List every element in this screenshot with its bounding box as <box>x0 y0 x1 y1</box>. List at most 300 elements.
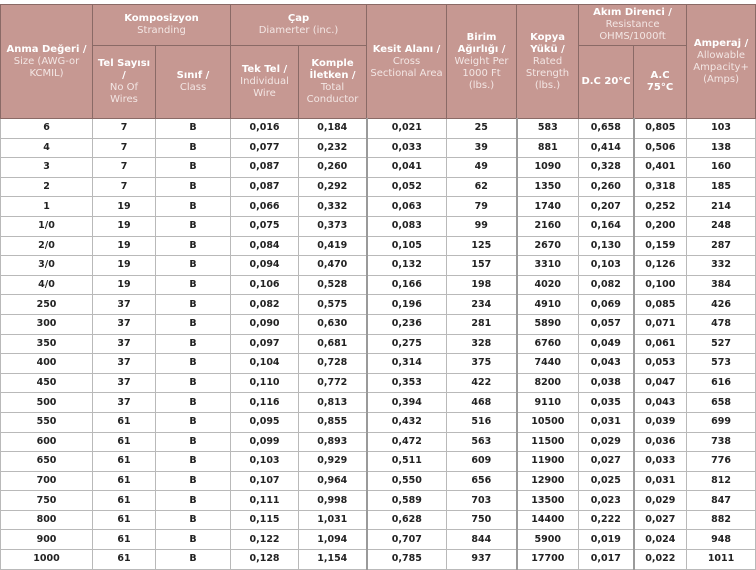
cell-wire-count: 19 <box>93 236 156 256</box>
cell-ac-resistance: 0,200 <box>634 216 687 236</box>
cell-dc-resistance: 0,260 <box>579 177 634 197</box>
cell-total-conductor: 0,813 <box>299 393 367 413</box>
cell-total-conductor: 1,094 <box>299 530 367 550</box>
header-ac <box>634 46 687 119</box>
cell-size: 550 <box>1 412 93 432</box>
cell-cross-section: 0,041 <box>367 158 447 178</box>
cell-rated-strength: 14400 <box>517 510 579 530</box>
cell-weight: 703 <box>447 491 517 511</box>
cell-total-conductor: 0,528 <box>299 275 367 295</box>
cell-ac-resistance: 0,029 <box>634 491 687 511</box>
cell-total-conductor: 0,929 <box>299 452 367 472</box>
cell-total-conductor: 1,031 <box>299 510 367 530</box>
header-resistance-title: Akım Direnci / <box>593 7 672 18</box>
cell-weight: 609 <box>447 452 517 472</box>
cell-rated-strength: 5890 <box>517 314 579 334</box>
cell-size: 300 <box>1 314 93 334</box>
cell-class: B <box>156 275 231 295</box>
cell-wire-count: 61 <box>93 412 156 432</box>
cell-ac-resistance: 0,043 <box>634 393 687 413</box>
cell-total-conductor: 0,964 <box>299 471 367 491</box>
cell-weight: 750 <box>447 510 517 530</box>
cell-size: 1000 <box>1 550 93 570</box>
cell-weight: 49 <box>447 158 517 178</box>
cell-size: 800 <box>1 510 93 530</box>
cell-dc-resistance: 0,207 <box>579 197 634 217</box>
cell-rated-strength: 8200 <box>517 373 579 393</box>
cell-class: B <box>156 334 231 354</box>
header-ac-title: A.C 75°C <box>646 70 674 93</box>
cell-cross-section: 0,472 <box>367 432 447 452</box>
cell-size: 650 <box>1 452 93 472</box>
cell-cross-section: 0,511 <box>367 452 447 472</box>
cell-wire-count: 37 <box>93 393 156 413</box>
cell-wire-count: 61 <box>93 432 156 452</box>
cell-rated-strength: 1090 <box>517 158 579 178</box>
cell-ac-resistance: 0,033 <box>634 452 687 472</box>
cell-total-conductor: 0,855 <box>299 412 367 432</box>
cell-weight: 125 <box>447 236 517 256</box>
cell-ampacity: 847 <box>687 491 756 511</box>
cell-weight: 328 <box>447 334 517 354</box>
cell-weight: 516 <box>447 412 517 432</box>
cell-rated-strength: 7440 <box>517 354 579 374</box>
cell-individual-wire: 0,016 <box>231 119 299 139</box>
cell-ac-resistance: 0,401 <box>634 158 687 178</box>
header-total-conductor-title: Komple İletken / <box>309 58 356 81</box>
table-header <box>1 5 756 119</box>
cell-cross-section: 0,132 <box>367 256 447 276</box>
cell-wire-count: 61 <box>93 530 156 550</box>
cell-ac-resistance: 0,039 <box>634 412 687 432</box>
cell-wire-count: 37 <box>93 373 156 393</box>
cell-individual-wire: 0,104 <box>231 354 299 374</box>
cell-cross-section: 0,394 <box>367 393 447 413</box>
table-row <box>1 530 756 550</box>
cell-rated-strength: 3310 <box>517 256 579 276</box>
cell-class: B <box>156 256 231 276</box>
cell-rated-strength: 4020 <box>517 275 579 295</box>
cell-rated-strength: 881 <box>517 138 579 158</box>
cell-ampacity: 616 <box>687 373 756 393</box>
header-rated-strength-sub: Rated Strength (lbs.) <box>525 55 570 91</box>
cell-rated-strength: 9110 <box>517 393 579 413</box>
table-body <box>1 119 756 570</box>
cell-dc-resistance: 0,025 <box>579 471 634 491</box>
cell-total-conductor: 0,184 <box>299 119 367 139</box>
cell-cross-section: 0,166 <box>367 275 447 295</box>
cell-class: B <box>156 314 231 334</box>
cell-cross-section: 0,052 <box>367 177 447 197</box>
cell-cross-section: 0,707 <box>367 530 447 550</box>
header-stranding <box>93 5 231 46</box>
header-diameter-sub: Diamerter (inc.) <box>258 25 339 36</box>
header-wire-count <box>93 46 156 119</box>
cell-rated-strength: 17700 <box>517 550 579 570</box>
cell-ac-resistance: 0,047 <box>634 373 687 393</box>
cell-total-conductor: 0,998 <box>299 491 367 511</box>
cell-rated-strength: 1740 <box>517 197 579 217</box>
cell-wire-count: 37 <box>93 354 156 374</box>
cell-ampacity: 1011 <box>687 550 756 570</box>
cell-cross-section: 0,550 <box>367 471 447 491</box>
cell-ac-resistance: 0,024 <box>634 530 687 550</box>
cell-ampacity: 160 <box>687 158 756 178</box>
header-diameter-title: Çap <box>287 13 310 24</box>
header-weight-sub: Weight Per 1000 Ft (lbs.) <box>454 55 509 91</box>
cell-individual-wire: 0,128 <box>231 550 299 570</box>
cell-individual-wire: 0,090 <box>231 314 299 334</box>
cell-dc-resistance: 0,035 <box>579 393 634 413</box>
cell-rated-strength: 6760 <box>517 334 579 354</box>
header-cross-section <box>367 5 447 119</box>
cell-class: B <box>156 177 231 197</box>
cell-individual-wire: 0,103 <box>231 452 299 472</box>
cell-ampacity: 478 <box>687 314 756 334</box>
table-row <box>1 452 756 472</box>
header-weight-title: Birim Ağırlığı / <box>457 31 506 55</box>
cell-wire-count: 19 <box>93 256 156 276</box>
header-diameter <box>231 5 367 46</box>
cell-wire-count: 7 <box>93 177 156 197</box>
cell-individual-wire: 0,097 <box>231 334 299 354</box>
header-stranding-title: Komposizyon <box>124 13 199 24</box>
header-individual-wire <box>231 46 299 119</box>
table-row <box>1 393 756 413</box>
table-row <box>1 216 756 236</box>
cell-ac-resistance: 0,252 <box>634 197 687 217</box>
table-row <box>1 373 756 393</box>
cell-cross-section: 0,432 <box>367 412 447 432</box>
cell-weight: 234 <box>447 295 517 315</box>
header-individual-wire-sub: Individual Wire <box>240 76 289 99</box>
cell-dc-resistance: 0,069 <box>579 295 634 315</box>
table-row <box>1 295 756 315</box>
cell-ampacity: 287 <box>687 236 756 256</box>
cell-class: B <box>156 158 231 178</box>
cell-rated-strength: 4910 <box>517 295 579 315</box>
cell-weight: 99 <box>447 216 517 236</box>
cell-rated-strength: 1350 <box>517 177 579 197</box>
cell-cross-section: 0,589 <box>367 491 447 511</box>
cell-dc-resistance: 0,029 <box>579 432 634 452</box>
cell-rated-strength: 11500 <box>517 432 579 452</box>
cell-class: B <box>156 236 231 256</box>
cell-total-conductor: 0,681 <box>299 334 367 354</box>
cell-ac-resistance: 0,022 <box>634 550 687 570</box>
cell-size: 750 <box>1 491 93 511</box>
cell-total-conductor: 0,332 <box>299 197 367 217</box>
cell-total-conductor: 1,154 <box>299 550 367 570</box>
header-size <box>1 5 93 119</box>
header-wire-count-title: Tel Sayısı / <box>97 58 151 81</box>
cell-wire-count: 37 <box>93 334 156 354</box>
header-stranding-sub: Stranding <box>137 25 186 36</box>
cell-class: B <box>156 432 231 452</box>
header-total-conductor <box>299 46 367 119</box>
cell-dc-resistance: 0,103 <box>579 256 634 276</box>
cell-class: B <box>156 119 231 139</box>
cell-wire-count: 61 <box>93 510 156 530</box>
header-rated-strength-title: Kopya Yükü / <box>530 31 565 55</box>
cell-ampacity: 138 <box>687 138 756 158</box>
header-resistance-sub: Resistance OHMS/1000ft <box>599 19 666 42</box>
cell-total-conductor: 0,292 <box>299 177 367 197</box>
cell-cross-section: 0,021 <box>367 119 447 139</box>
table-row <box>1 314 756 334</box>
cell-dc-resistance: 0,130 <box>579 236 634 256</box>
cell-individual-wire: 0,082 <box>231 295 299 315</box>
cell-dc-resistance: 0,658 <box>579 119 634 139</box>
cell-wire-count: 7 <box>93 138 156 158</box>
table-row <box>1 177 756 197</box>
cell-dc-resistance: 0,023 <box>579 491 634 511</box>
table-row <box>1 354 756 374</box>
cell-total-conductor: 0,260 <box>299 158 367 178</box>
header-class <box>156 46 231 119</box>
table-row <box>1 256 756 276</box>
table-row <box>1 471 756 491</box>
table-row <box>1 138 756 158</box>
cell-individual-wire: 0,115 <box>231 510 299 530</box>
table-row <box>1 412 756 432</box>
cell-dc-resistance: 0,049 <box>579 334 634 354</box>
cell-individual-wire: 0,099 <box>231 432 299 452</box>
cell-ampacity: 185 <box>687 177 756 197</box>
cell-total-conductor: 0,772 <box>299 373 367 393</box>
cell-dc-resistance: 0,222 <box>579 510 634 530</box>
header-individual-wire-title: Tek Tel / <box>241 64 288 75</box>
cell-ampacity: 332 <box>687 256 756 276</box>
cell-wire-count: 37 <box>93 295 156 315</box>
cell-weight: 157 <box>447 256 517 276</box>
cell-dc-resistance: 0,038 <box>579 373 634 393</box>
cell-dc-resistance: 0,057 <box>579 314 634 334</box>
header-dc-title: D.C 20°C <box>581 76 631 87</box>
cell-ampacity: 776 <box>687 452 756 472</box>
cell-individual-wire: 0,084 <box>231 236 299 256</box>
cell-class: B <box>156 373 231 393</box>
cell-cross-section: 0,063 <box>367 197 447 217</box>
cell-individual-wire: 0,107 <box>231 471 299 491</box>
cell-wire-count: 7 <box>93 119 156 139</box>
cell-individual-wire: 0,087 <box>231 177 299 197</box>
cell-dc-resistance: 0,031 <box>579 412 634 432</box>
cell-individual-wire: 0,087 <box>231 158 299 178</box>
cell-ac-resistance: 0,031 <box>634 471 687 491</box>
cell-cross-section: 0,628 <box>367 510 447 530</box>
cell-ampacity: 699 <box>687 412 756 432</box>
cell-class: B <box>156 530 231 550</box>
header-weight <box>447 5 517 119</box>
cell-individual-wire: 0,106 <box>231 275 299 295</box>
cell-class: B <box>156 295 231 315</box>
cell-total-conductor: 0,728 <box>299 354 367 374</box>
cell-weight: 937 <box>447 550 517 570</box>
cell-individual-wire: 0,116 <box>231 393 299 413</box>
cell-rated-strength: 2160 <box>517 216 579 236</box>
cell-individual-wire: 0,094 <box>231 256 299 276</box>
cell-ampacity: 384 <box>687 275 756 295</box>
table-row <box>1 432 756 452</box>
cell-dc-resistance: 0,082 <box>579 275 634 295</box>
cell-ac-resistance: 0,506 <box>634 138 687 158</box>
cell-dc-resistance: 0,017 <box>579 550 634 570</box>
header-rated-strength <box>517 5 579 119</box>
cell-rated-strength: 5900 <box>517 530 579 550</box>
cell-weight: 39 <box>447 138 517 158</box>
header-ampacity-title: Amperaj / <box>693 37 749 49</box>
cell-individual-wire: 0,075 <box>231 216 299 236</box>
cell-size: 1/0 <box>1 216 93 236</box>
cell-wire-count: 37 <box>93 314 156 334</box>
cell-class: B <box>156 452 231 472</box>
cell-ac-resistance: 0,027 <box>634 510 687 530</box>
table-row <box>1 275 756 295</box>
cell-total-conductor: 0,893 <box>299 432 367 452</box>
cell-class: B <box>156 354 231 374</box>
cell-total-conductor: 0,232 <box>299 138 367 158</box>
cell-weight: 422 <box>447 373 517 393</box>
cell-weight: 468 <box>447 393 517 413</box>
table-row <box>1 491 756 511</box>
cell-wire-count: 7 <box>93 158 156 178</box>
conductor-spec-table <box>0 4 756 570</box>
header-cross-section-sub: Cross Sectional Area <box>370 55 443 79</box>
cell-size: 900 <box>1 530 93 550</box>
cell-ac-resistance: 0,159 <box>634 236 687 256</box>
cell-ampacity: 882 <box>687 510 756 530</box>
cell-ampacity: 658 <box>687 393 756 413</box>
cell-ampacity: 573 <box>687 354 756 374</box>
cell-ampacity: 426 <box>687 295 756 315</box>
header-size-title: Anma Değeri / <box>6 43 87 55</box>
cell-ac-resistance: 0,061 <box>634 334 687 354</box>
cell-class: B <box>156 216 231 236</box>
header-dc <box>579 46 634 119</box>
table-row <box>1 119 756 139</box>
cell-individual-wire: 0,095 <box>231 412 299 432</box>
table-row <box>1 334 756 354</box>
cell-rated-strength: 11900 <box>517 452 579 472</box>
cell-class: B <box>156 510 231 530</box>
cell-weight: 25 <box>447 119 517 139</box>
cell-individual-wire: 0,077 <box>231 138 299 158</box>
cell-total-conductor: 0,373 <box>299 216 367 236</box>
cell-ampacity: 948 <box>687 530 756 550</box>
cell-class: B <box>156 412 231 432</box>
cell-ampacity: 214 <box>687 197 756 217</box>
cell-size: 450 <box>1 373 93 393</box>
cell-ac-resistance: 0,100 <box>634 275 687 295</box>
table-row <box>1 197 756 217</box>
cell-ac-resistance: 0,318 <box>634 177 687 197</box>
cell-ampacity: 812 <box>687 471 756 491</box>
cell-individual-wire: 0,066 <box>231 197 299 217</box>
cell-class: B <box>156 491 231 511</box>
cell-size: 350 <box>1 334 93 354</box>
cell-rated-strength: 12900 <box>517 471 579 491</box>
cell-class: B <box>156 550 231 570</box>
cell-cross-section: 0,314 <box>367 354 447 374</box>
cell-size: 500 <box>1 393 93 413</box>
cell-total-conductor: 0,419 <box>299 236 367 256</box>
cell-wire-count: 19 <box>93 197 156 217</box>
header-resistance <box>579 5 687 46</box>
cell-individual-wire: 0,122 <box>231 530 299 550</box>
cell-rated-strength: 13500 <box>517 491 579 511</box>
cell-individual-wire: 0,111 <box>231 491 299 511</box>
cell-dc-resistance: 0,027 <box>579 452 634 472</box>
header-size-sub: Size (AWG-or KCMIL) <box>13 55 80 79</box>
cell-dc-resistance: 0,043 <box>579 354 634 374</box>
cell-size: 600 <box>1 432 93 452</box>
cell-class: B <box>156 197 231 217</box>
cell-dc-resistance: 0,164 <box>579 216 634 236</box>
cell-individual-wire: 0,110 <box>231 373 299 393</box>
cell-rated-strength: 2670 <box>517 236 579 256</box>
header-class-sub: Class <box>179 82 207 93</box>
cell-wire-count: 61 <box>93 550 156 570</box>
cell-size: 4/0 <box>1 275 93 295</box>
table-row <box>1 236 756 256</box>
cell-ampacity: 103 <box>687 119 756 139</box>
cell-size: 250 <box>1 295 93 315</box>
cell-wire-count: 19 <box>93 275 156 295</box>
header-ampacity-sub: Allowable Ampacity+ (Amps) <box>693 49 749 85</box>
cell-cross-section: 0,275 <box>367 334 447 354</box>
cell-weight: 79 <box>447 197 517 217</box>
cell-ac-resistance: 0,126 <box>634 256 687 276</box>
cell-cross-section: 0,196 <box>367 295 447 315</box>
cell-size: 1 <box>1 197 93 217</box>
header-wire-count-sub: No Of Wires <box>109 82 139 105</box>
cell-ac-resistance: 0,805 <box>634 119 687 139</box>
cell-ac-resistance: 0,085 <box>634 295 687 315</box>
table-row <box>1 510 756 530</box>
cell-total-conductor: 0,630 <box>299 314 367 334</box>
header-class-title: Sınıf / <box>176 70 210 81</box>
cell-cross-section: 0,105 <box>367 236 447 256</box>
cell-class: B <box>156 471 231 491</box>
cell-weight: 375 <box>447 354 517 374</box>
cell-size: 400 <box>1 354 93 374</box>
cell-total-conductor: 0,575 <box>299 295 367 315</box>
cell-dc-resistance: 0,328 <box>579 158 634 178</box>
cell-ac-resistance: 0,036 <box>634 432 687 452</box>
cell-weight: 656 <box>447 471 517 491</box>
cell-dc-resistance: 0,414 <box>579 138 634 158</box>
cell-dc-resistance: 0,019 <box>579 530 634 550</box>
cell-cross-section: 0,236 <box>367 314 447 334</box>
cell-cross-section: 0,033 <box>367 138 447 158</box>
cell-ampacity: 527 <box>687 334 756 354</box>
cell-class: B <box>156 138 231 158</box>
cell-ac-resistance: 0,071 <box>634 314 687 334</box>
cell-size: 3 <box>1 158 93 178</box>
cell-cross-section: 0,785 <box>367 550 447 570</box>
cell-ampacity: 738 <box>687 432 756 452</box>
cell-weight: 563 <box>447 432 517 452</box>
cell-cross-section: 0,083 <box>367 216 447 236</box>
cell-ampacity: 248 <box>687 216 756 236</box>
cell-weight: 198 <box>447 275 517 295</box>
cell-total-conductor: 0,470 <box>299 256 367 276</box>
cell-wire-count: 61 <box>93 491 156 511</box>
cell-weight: 844 <box>447 530 517 550</box>
header-ampacity <box>687 5 756 119</box>
cell-wire-count: 61 <box>93 452 156 472</box>
